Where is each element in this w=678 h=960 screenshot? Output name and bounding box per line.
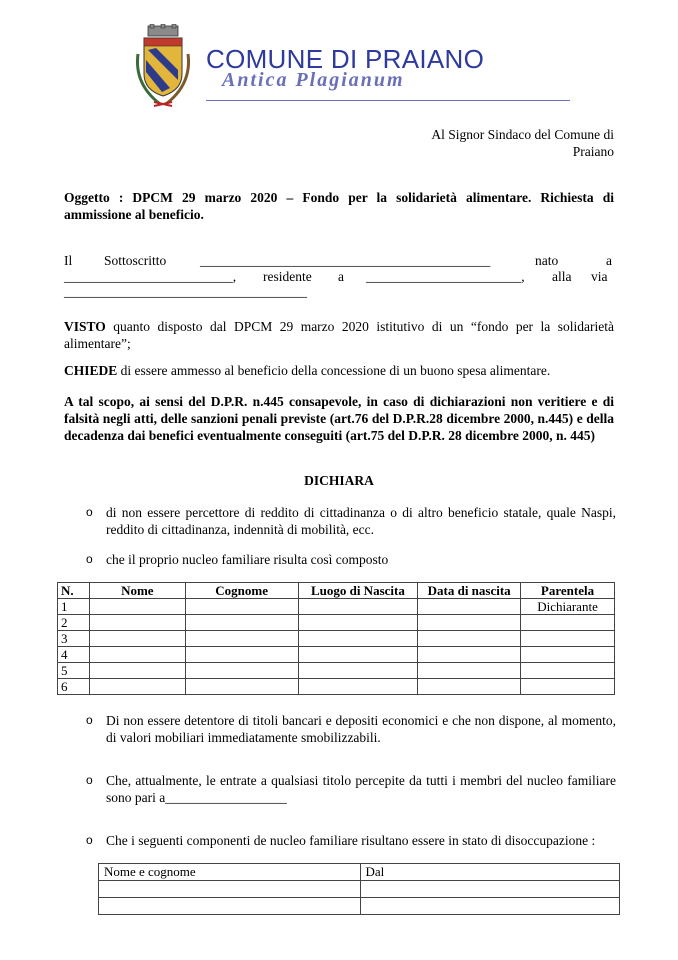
bullet-icon: o (86, 773, 93, 787)
declaration-text: Di non essere detentore di titoli bancari e depositi economici e che non dispone, al momento, di valori mobiliari immediatamente smobilizzabili. (106, 713, 616, 745)
table-row (58, 631, 615, 647)
dichiara-heading: DICHIARA (304, 473, 374, 488)
label-a: a (606, 253, 612, 268)
label-a: a (338, 269, 344, 284)
cell-birthplace[interactable] (298, 663, 418, 679)
cell-birthdate[interactable] (418, 679, 521, 695)
cell-since[interactable] (360, 881, 619, 898)
cell-birthdate[interactable] (418, 599, 521, 615)
declaration-item (86, 772, 616, 806)
cell-birthdate[interactable] (418, 647, 521, 663)
recipient-line: Al Signor Sindaco del Comune di (431, 127, 614, 142)
bullet-icon: o (86, 713, 93, 727)
label-alla: alla (552, 269, 572, 284)
name-field[interactable]: ___________________________________________ (200, 253, 491, 268)
cell-relationship[interactable] (521, 647, 615, 663)
cell-relationship[interactable] (521, 679, 615, 695)
col-number: N. (58, 583, 90, 599)
declaration-text: che il proprio nucleo familiare risulta così composto (106, 552, 389, 567)
declaration-text: Che i seguenti componenti de nucleo familiare risultano essere in stato di disoccupazione : (106, 833, 596, 848)
declaration-item (86, 712, 616, 746)
col-since: Dal (360, 864, 619, 881)
declaration-paragraph: A tal scopo, ai sensi del D.P.R. n.445 consapevole, in caso di dichiarazioni non veritiere e di falsità negli atti, delle sanzioni penali previste (art.76 del D.P.R.28 dicembre 2000, n.445) e della decadenza dai benefici eventualmente conseguiti (art.75 del D.P.R. 28 dicembre 2000, n. 445) (64, 394, 614, 443)
declaration-text: di non essere percettore di reddito di cittadinanza o di altro beneficio statale, quale Naspi, reddito di cittadinanza, indennità di mobilità, ecc. (106, 505, 616, 537)
col-full-name: Nome e cognome (99, 864, 361, 881)
row-number: 2 (58, 615, 90, 631)
cell-relationship: Dichiarante (521, 599, 615, 615)
subject (64, 189, 614, 223)
table-row (58, 663, 615, 679)
subject-line: Oggetto : DPCM 29 marzo 2020 – Fondo per la solidarietà alimentare. Richiesta di (64, 190, 614, 205)
bullet-icon: o (86, 552, 93, 566)
cell-since[interactable] (360, 898, 619, 915)
row-number: 5 (58, 663, 90, 679)
declaration-item (86, 504, 616, 538)
label-il: Il (64, 253, 73, 268)
cell-birthplace[interactable] (298, 599, 418, 615)
cell-birthdate[interactable] (418, 663, 521, 679)
col-surname: Cognome (185, 583, 298, 599)
cell-name[interactable] (89, 679, 185, 695)
cell-full-name[interactable] (99, 881, 361, 898)
declaration-text[interactable]: Che, attualmente, le entrate a qualsiasi titolo percepite da tutti i membri del nucleo familiare sono pari a__________________ (106, 773, 616, 805)
cell-birthdate[interactable] (418, 631, 521, 647)
recipient-line: Praiano (572, 144, 614, 159)
table-header-row (58, 583, 615, 599)
col-birthdate: Data di nascita (418, 583, 521, 599)
chiede-label: CHIEDE (64, 363, 118, 378)
chiede-text: di essere ammesso al beneficio della concessione di un buono spesa alimentare. (117, 363, 551, 378)
cell-birthdate[interactable] (418, 615, 521, 631)
chiede-paragraph (64, 362, 614, 379)
visto-text: quanto disposto dal DPCM 29 marzo 2020 istitutivo di un “fondo per la solidarietà alimentare”; (64, 319, 614, 351)
cell-birthplace[interactable] (298, 679, 418, 695)
street-field[interactable]: ____________________________________ (64, 284, 307, 299)
municipality-motto: Antica Plagianum (222, 69, 405, 91)
cell-relationship[interactable] (521, 615, 615, 631)
subject-line: ammissione al beneficio. (64, 207, 204, 222)
table-header-row (99, 864, 620, 881)
table-row (99, 898, 620, 915)
table-row (58, 599, 615, 615)
municipal-crest (132, 24, 194, 110)
cell-surname[interactable] (185, 615, 298, 631)
cell-surname[interactable] (185, 599, 298, 615)
cell-full-name[interactable] (99, 898, 361, 915)
col-relationship: Parentela (521, 583, 615, 599)
bullet-icon: o (86, 833, 93, 847)
bullet-icon: o (86, 505, 93, 519)
declaration-item (86, 832, 616, 849)
recipient-block (431, 126, 614, 160)
cell-surname[interactable] (185, 631, 298, 647)
cell-birthplace[interactable] (298, 615, 418, 631)
row-number: 4 (58, 647, 90, 663)
table-row (58, 679, 615, 695)
label-via: via (591, 269, 608, 284)
declaration-item (86, 551, 616, 568)
row-number: 6 (58, 679, 90, 695)
unemployed-table (98, 863, 620, 915)
cell-surname[interactable] (185, 647, 298, 663)
cell-birthplace[interactable] (298, 631, 418, 647)
label-nato: nato (535, 253, 559, 268)
table-row (99, 881, 620, 898)
family-table (57, 582, 615, 695)
visto-label: VISTO (64, 319, 106, 334)
cell-surname[interactable] (185, 663, 298, 679)
header-divider (206, 100, 570, 101)
label-residente: residente (263, 269, 312, 284)
row-number: 1 (58, 599, 90, 615)
cell-relationship[interactable] (521, 663, 615, 679)
row-number: 3 (58, 631, 90, 647)
cell-name[interactable] (89, 647, 185, 663)
label-sottoscritto: Sottoscritto (104, 253, 167, 268)
cell-name[interactable] (89, 599, 185, 615)
cell-name[interactable] (89, 663, 185, 679)
col-name: Nome (89, 583, 185, 599)
col-birthplace: Luogo di Nascita (298, 583, 418, 599)
cell-relationship[interactable] (521, 631, 615, 647)
residence-field[interactable]: _______________________, (366, 269, 525, 284)
municipality-title: COMUNE DI PRAIANO (206, 44, 485, 74)
table-row (58, 615, 615, 631)
cell-surname[interactable] (185, 679, 298, 695)
visto-paragraph (64, 318, 614, 352)
table-row (58, 647, 615, 663)
birthplace-field[interactable]: _________________________, (64, 269, 237, 284)
cell-name[interactable] (89, 631, 185, 647)
cell-name[interactable] (89, 615, 185, 631)
cell-birthplace[interactable] (298, 647, 418, 663)
